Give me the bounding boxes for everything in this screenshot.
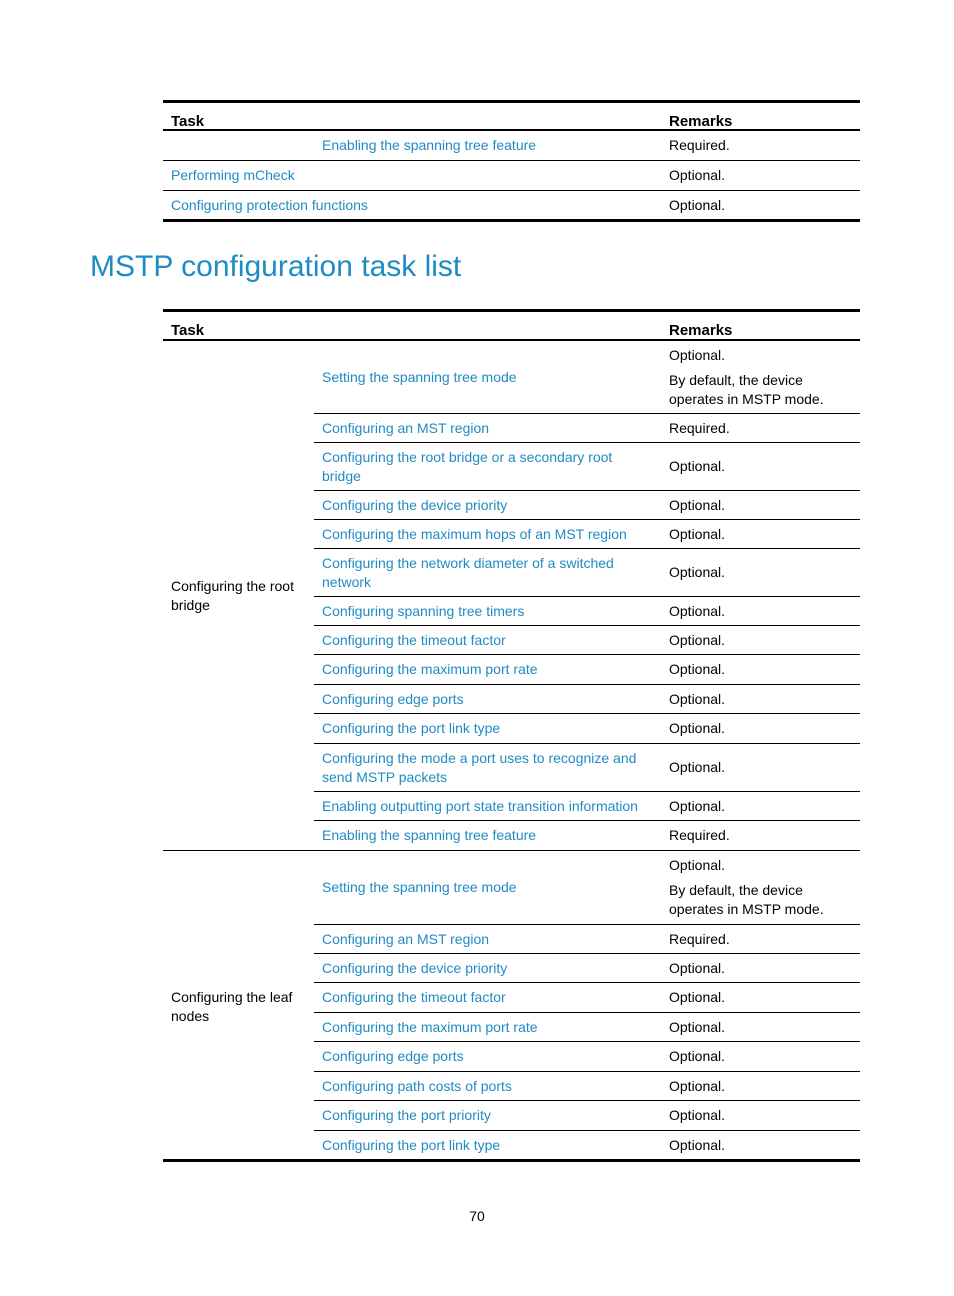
remark: Optional.: [669, 759, 726, 775]
task-table-top: [163, 100, 860, 222]
remark: By default, the device operates in MSTP mode.: [669, 882, 824, 917]
table-row: [163, 161, 860, 191]
task-link[interactable]: Configuring the timeout factor: [322, 989, 506, 1005]
remark: Optional.: [669, 602, 726, 619]
task-link[interactable]: Setting the spanning tree mode: [322, 368, 517, 385]
remark: Optional.: [669, 1048, 726, 1064]
remark: Optional.: [669, 797, 726, 814]
task-link[interactable]: Configuring the maximum port rate: [322, 661, 538, 677]
task-link[interactable]: Enabling the spanning tree feature: [322, 137, 537, 153]
table-row: [314, 491, 860, 520]
remark: Optional.: [669, 1018, 726, 1035]
task-link[interactable]: Configuring the port priority: [322, 1107, 491, 1123]
task-link[interactable]: Configuring protection functions: [171, 196, 368, 213]
table-row: [314, 520, 860, 549]
remark: Optional.: [669, 1107, 726, 1123]
table-header: [163, 100, 860, 131]
table-row: [163, 191, 860, 222]
table-row: [314, 1072, 860, 1101]
remark: Optional.: [669, 496, 726, 513]
group-label: Configuring the root bridge: [171, 578, 294, 613]
task-link[interactable]: Enabling outputting port state transition information: [322, 797, 638, 814]
mstp-task-table: [163, 309, 860, 1162]
header-task: Task: [171, 322, 205, 339]
table-row: [314, 983, 860, 1013]
table-row: [314, 1101, 860, 1131]
table-row: [163, 131, 860, 161]
table-row: [314, 744, 860, 792]
remark: Optional.: [669, 720, 726, 736]
header-remarks: Remarks: [669, 322, 733, 339]
remark: By default, the device operates in MSTP mode.: [669, 371, 824, 407]
task-link[interactable]: Configuring the mode a port uses to recognize and send MSTP packets: [322, 749, 637, 785]
table-row: [314, 714, 860, 744]
table-row: [314, 1042, 860, 1072]
task-link[interactable]: Configuring edge ports: [322, 1048, 464, 1064]
remark: Optional.: [669, 857, 726, 873]
table-row: [314, 597, 860, 626]
task-link[interactable]: Configuring the port link type: [322, 720, 501, 736]
task-link[interactable]: Performing mCheck: [171, 167, 295, 183]
task-link[interactable]: Enabling the spanning tree feature: [322, 827, 537, 843]
task-link[interactable]: Configuring the timeout factor: [322, 631, 506, 648]
task-link[interactable]: Configuring the device priority: [322, 496, 508, 513]
table-row: [314, 792, 860, 821]
remark: Optional.: [669, 690, 726, 707]
remark: Optional.: [669, 1136, 726, 1153]
remark: Optional.: [669, 346, 726, 363]
remark: Required.: [669, 930, 730, 947]
table-row: [314, 925, 860, 954]
remark: Optional.: [669, 1077, 726, 1094]
remark: Optional.: [669, 458, 726, 474]
section-title: MSTP configuration task list: [90, 250, 462, 283]
table-row: [314, 685, 860, 714]
task-link[interactable]: Configuring the device priority: [322, 959, 508, 976]
header-task: Task: [171, 113, 205, 130]
remark: Optional.: [669, 525, 726, 542]
task-link[interactable]: Configuring the maximum port rate: [322, 1018, 538, 1035]
table-row: [314, 851, 860, 925]
remark: Required.: [669, 827, 730, 843]
remark: Optional.: [669, 631, 726, 648]
remark: Optional.: [669, 196, 726, 213]
task-link[interactable]: Configuring edge ports: [322, 690, 464, 707]
table-row: [314, 414, 860, 443]
table-row: [314, 655, 860, 685]
remark: Optional.: [669, 959, 726, 976]
table-header: [163, 309, 860, 341]
table-row: [314, 1013, 860, 1042]
remark: Optional.: [669, 167, 726, 183]
table-row: [314, 341, 860, 414]
remark: Required.: [669, 419, 730, 436]
table-row: [314, 549, 860, 597]
task-link[interactable]: Configuring an MST region: [322, 930, 490, 947]
table-body: [163, 341, 860, 1162]
task-link[interactable]: Configuring the maximum hops of an MST region: [322, 525, 627, 542]
remark: Optional.: [669, 989, 726, 1005]
task-link[interactable]: Configuring spanning tree timers: [322, 602, 525, 619]
group-label: Configuring the leaf nodes: [171, 988, 293, 1024]
table-row: [314, 443, 860, 491]
table-row: [314, 626, 860, 655]
task-link[interactable]: Configuring an MST region: [322, 419, 490, 436]
page-number: 70: [469, 1208, 485, 1224]
remark: Required.: [669, 137, 730, 153]
task-link[interactable]: Setting the spanning tree mode: [322, 879, 517, 895]
header-remarks: Remarks: [669, 113, 733, 130]
remark: Optional.: [669, 564, 726, 580]
task-link[interactable]: Configuring the root bridge or a secondary root bridge: [322, 448, 613, 484]
task-link[interactable]: Configuring path costs of ports: [322, 1077, 512, 1094]
task-link[interactable]: Configuring the network diameter of a switched network: [322, 554, 614, 590]
table-row: [314, 954, 860, 983]
task-link[interactable]: Configuring the port link type: [322, 1136, 501, 1153]
remark: Optional.: [669, 661, 726, 677]
